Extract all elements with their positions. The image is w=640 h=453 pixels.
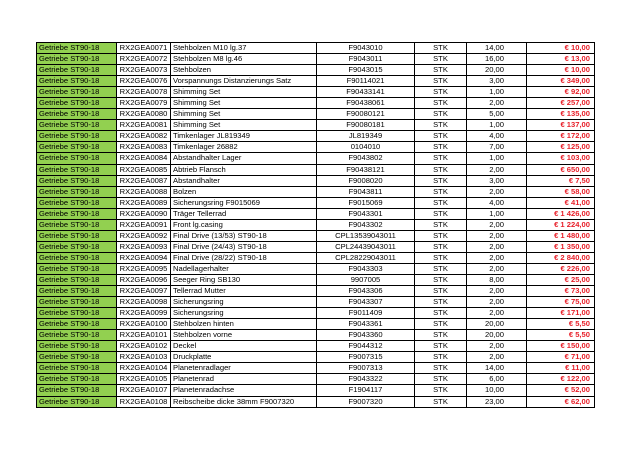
table-row [37,153,595,164]
model-cell: Getriebe ST90-18 [37,65,117,76]
price-cell: € 172,00 [527,131,595,142]
part-number-cell: RX2GEA0099 [117,308,171,319]
reference-cell: F9043015 [317,65,415,76]
description-cell: Abstandhalter Lager [171,153,317,164]
price-cell: € 122,00 [527,374,595,385]
part-number-cell: RX2GEA0091 [117,219,171,230]
price-cell: € 10,00 [527,43,595,54]
price-cell: € 125,00 [527,142,595,153]
reference-cell: F9015069 [317,197,415,208]
price-cell: € 349,00 [527,76,595,87]
description-cell: Timkenlager JL819349 [171,131,317,142]
reference-cell: F9043322 [317,374,415,385]
quantity-cell: 7,00 [467,142,527,153]
quantity-cell: 2,00 [467,252,527,263]
table-row [37,274,595,285]
description-cell: Planetenradachse [171,385,317,396]
quantity-cell: 2,00 [467,219,527,230]
part-number-cell: RX2GEA0102 [117,341,171,352]
unit-cell: STK [415,208,467,219]
reference-cell: JL819349 [317,131,415,142]
table-row [37,385,595,396]
unit-cell: STK [415,131,467,142]
unit-cell: STK [415,396,467,407]
description-cell: Stehbolzen M10 lg.37 [171,43,317,54]
quantity-cell: 3,00 [467,175,527,186]
price-cell: € 62,00 [527,396,595,407]
reference-cell: F9043011 [317,54,415,65]
model-cell: Getriebe ST90-18 [37,175,117,186]
model-cell: Getriebe ST90-18 [37,363,117,374]
part-number-cell: RX2GEA0085 [117,164,171,175]
quantity-cell: 2,00 [467,241,527,252]
part-number-cell: RX2GEA0095 [117,263,171,274]
reference-cell: F90438121 [317,164,415,175]
unit-cell: STK [415,263,467,274]
table-row [37,363,595,374]
price-cell: € 2 840,00 [527,252,595,263]
part-number-cell: RX2GEA0101 [117,330,171,341]
reference-cell: F9043302 [317,219,415,230]
part-number-cell: RX2GEA0087 [117,175,171,186]
unit-cell: STK [415,330,467,341]
unit-cell: STK [415,153,467,164]
reference-cell: F9043802 [317,153,415,164]
part-number-cell: RX2GEA0100 [117,319,171,330]
table-row [37,76,595,87]
unit-cell: STK [415,374,467,385]
table-row [37,43,595,54]
price-cell: € 1 426,00 [527,208,595,219]
quantity-cell: 14,00 [467,43,527,54]
price-cell: € 1 350,00 [527,241,595,252]
price-cell: € 13,00 [527,54,595,65]
description-cell: Final Drive (13/53) ST90-18 [171,230,317,241]
table-row [37,87,595,98]
table-row [37,374,595,385]
quantity-cell: 23,00 [467,396,527,407]
model-cell: Getriebe ST90-18 [37,297,117,308]
model-cell: Getriebe ST90-18 [37,219,117,230]
quantity-cell: 14,00 [467,363,527,374]
price-cell: € 226,00 [527,263,595,274]
table-row [37,65,595,76]
model-cell: Getriebe ST90-18 [37,54,117,65]
table-row [37,186,595,197]
model-cell: Getriebe ST90-18 [37,274,117,285]
unit-cell: STK [415,98,467,109]
reference-cell: F90438061 [317,98,415,109]
table-row [37,396,595,407]
model-cell: Getriebe ST90-18 [37,263,117,274]
description-cell: Shimming Set [171,120,317,131]
part-number-cell: RX2GEA0108 [117,396,171,407]
price-cell: € 11,00 [527,363,595,374]
table-row [37,164,595,175]
reference-cell: CPL13539043011 [317,230,415,241]
unit-cell: STK [415,274,467,285]
part-number-cell: RX2GEA0081 [117,120,171,131]
table-row [37,98,595,109]
price-cell: € 10,00 [527,65,595,76]
part-number-cell: RX2GEA0098 [117,297,171,308]
quantity-cell: 20,00 [467,65,527,76]
unit-cell: STK [415,319,467,330]
part-number-cell: RX2GEA0071 [117,43,171,54]
table-row [37,120,595,131]
unit-cell: STK [415,120,467,131]
model-cell: Getriebe ST90-18 [37,164,117,175]
part-number-cell: RX2GEA0089 [117,197,171,208]
unit-cell: STK [415,286,467,297]
quantity-cell: 16,00 [467,54,527,65]
reference-cell: F9008020 [317,175,415,186]
description-cell: Shimming Set [171,87,317,98]
part-number-cell: RX2GEA0090 [117,208,171,219]
part-number-cell: RX2GEA0107 [117,385,171,396]
part-number-cell: RX2GEA0079 [117,98,171,109]
description-cell: Planetenrad [171,374,317,385]
model-cell: Getriebe ST90-18 [37,330,117,341]
unit-cell: STK [415,65,467,76]
model-cell: Getriebe ST90-18 [37,131,117,142]
quantity-cell: 2,00 [467,263,527,274]
model-cell: Getriebe ST90-18 [37,120,117,131]
description-cell: Front lg.casing [171,219,317,230]
price-cell: € 137,00 [527,120,595,131]
part-number-cell: RX2GEA0076 [117,76,171,87]
part-number-cell: RX2GEA0080 [117,109,171,120]
description-cell: Seeger Ring SB130 [171,274,317,285]
quantity-cell: 2,00 [467,297,527,308]
table-row [37,252,595,263]
reference-cell: F90080121 [317,109,415,120]
quantity-cell: 2,00 [467,352,527,363]
part-number-cell: RX2GEA0097 [117,286,171,297]
price-cell: € 1 224,00 [527,219,595,230]
description-cell: Deckel [171,341,317,352]
description-cell: Stehbolzen vorne [171,330,317,341]
quantity-cell: 20,00 [467,330,527,341]
quantity-cell: 2,00 [467,308,527,319]
model-cell: Getriebe ST90-18 [37,319,117,330]
table-row [37,131,595,142]
table-row [37,54,595,65]
model-cell: Getriebe ST90-18 [37,197,117,208]
table-row [37,308,595,319]
table-row [37,230,595,241]
table-row [37,352,595,363]
reference-cell: F9043306 [317,286,415,297]
description-cell: Final Drive (24/43) ST90-18 [171,241,317,252]
unit-cell: STK [415,186,467,197]
quantity-cell: 3,00 [467,76,527,87]
description-cell: Stehbolzen hinten [171,319,317,330]
quantity-cell: 1,00 [467,87,527,98]
part-number-cell: RX2GEA0103 [117,352,171,363]
table-row [37,297,595,308]
description-cell: Shimming Set [171,98,317,109]
quantity-cell: 1,00 [467,153,527,164]
price-cell: € 71,00 [527,352,595,363]
reference-cell: F1904117 [317,385,415,396]
model-cell: Getriebe ST90-18 [37,341,117,352]
price-cell: € 92,00 [527,87,595,98]
quantity-cell: 4,00 [467,131,527,142]
reference-cell: F90433141 [317,87,415,98]
reference-cell: 9907005 [317,274,415,285]
model-cell: Getriebe ST90-18 [37,385,117,396]
model-cell: Getriebe ST90-18 [37,374,117,385]
unit-cell: STK [415,54,467,65]
description-cell: Sicherungsring F9015069 [171,197,317,208]
quantity-cell: 5,00 [467,109,527,120]
unit-cell: STK [415,87,467,98]
part-number-cell: RX2GEA0092 [117,230,171,241]
part-number-cell: RX2GEA0093 [117,241,171,252]
part-number-cell: RX2GEA0088 [117,186,171,197]
description-cell: Vorspannungs Distanzierungs Satz [171,76,317,87]
model-cell: Getriebe ST90-18 [37,241,117,252]
model-cell: Getriebe ST90-18 [37,208,117,219]
reference-cell: F90080181 [317,120,415,131]
reference-cell: F9007315 [317,352,415,363]
model-cell: Getriebe ST90-18 [37,286,117,297]
description-cell: Tellerrad Mutter [171,286,317,297]
reference-cell: F9043010 [317,43,415,54]
price-cell: € 1 480,00 [527,230,595,241]
quantity-cell: 6,00 [467,374,527,385]
model-cell: Getriebe ST90-18 [37,230,117,241]
table-row [37,263,595,274]
model-cell: Getriebe ST90-18 [37,186,117,197]
price-cell: € 52,00 [527,385,595,396]
price-cell: € 58,00 [527,186,595,197]
unit-cell: STK [415,241,467,252]
unit-cell: STK [415,43,467,54]
model-cell: Getriebe ST90-18 [37,87,117,98]
price-cell: € 135,00 [527,109,595,120]
unit-cell: STK [415,197,467,208]
description-cell: Shimming Set [171,109,317,120]
unit-cell: STK [415,341,467,352]
reference-cell: 0104010 [317,142,415,153]
quantity-cell: 4,00 [467,197,527,208]
price-cell: € 5,50 [527,319,595,330]
quantity-cell: 2,00 [467,186,527,197]
reference-cell: F9043301 [317,208,415,219]
description-cell: Bolzen [171,186,317,197]
price-cell: € 41,00 [527,197,595,208]
unit-cell: STK [415,164,467,175]
model-cell: Getriebe ST90-18 [37,252,117,263]
unit-cell: STK [415,219,467,230]
description-cell: Planetenradlager [171,363,317,374]
unit-cell: STK [415,297,467,308]
model-cell: Getriebe ST90-18 [37,109,117,120]
model-cell: Getriebe ST90-18 [37,43,117,54]
quantity-cell: 1,00 [467,208,527,219]
description-cell: Timkenlager 26882 [171,142,317,153]
price-cell: € 650,00 [527,164,595,175]
reference-cell: F9044312 [317,341,415,352]
model-cell: Getriebe ST90-18 [37,98,117,109]
description-cell: Final Drive (28/22) ST90-18 [171,252,317,263]
unit-cell: STK [415,109,467,120]
unit-cell: STK [415,385,467,396]
unit-cell: STK [415,230,467,241]
table-row [37,330,595,341]
unit-cell: STK [415,308,467,319]
description-cell: Stehbolzen M8 lg.46 [171,54,317,65]
price-cell: € 7,50 [527,175,595,186]
reference-cell: F9043811 [317,186,415,197]
unit-cell: STK [415,363,467,374]
price-cell: € 73,00 [527,286,595,297]
unit-cell: STK [415,252,467,263]
reference-cell: F9011409 [317,308,415,319]
unit-cell: STK [415,76,467,87]
part-number-cell: RX2GEA0073 [117,65,171,76]
quantity-cell: 10,00 [467,385,527,396]
quantity-cell: 2,00 [467,341,527,352]
table-row [37,319,595,330]
model-cell: Getriebe ST90-18 [37,153,117,164]
table-row [37,142,595,153]
description-cell: Abstandhalter [171,175,317,186]
table-row [37,286,595,297]
part-number-cell: RX2GEA0104 [117,363,171,374]
description-cell: Stehbolzen [171,65,317,76]
unit-cell: STK [415,142,467,153]
model-cell: Getriebe ST90-18 [37,308,117,319]
model-cell: Getriebe ST90-18 [37,352,117,363]
price-cell: € 25,00 [527,274,595,285]
table-row [37,241,595,252]
description-cell: Sicherungsring [171,297,317,308]
table-row [37,208,595,219]
quantity-cell: 2,00 [467,98,527,109]
part-number-cell: RX2GEA0094 [117,252,171,263]
table-body [37,43,595,408]
reference-cell: F9043360 [317,330,415,341]
unit-cell: STK [415,175,467,186]
reference-cell: F9007313 [317,363,415,374]
quantity-cell: 2,00 [467,230,527,241]
reference-cell: F9043307 [317,297,415,308]
part-number-cell: RX2GEA0078 [117,87,171,98]
description-cell: Reibscheibe dicke 38mm F9007320 [171,396,317,407]
price-cell: € 5,50 [527,330,595,341]
unit-cell: STK [415,352,467,363]
reference-cell: CPL24439043011 [317,241,415,252]
part-number-cell: RX2GEA0082 [117,131,171,142]
table-row [37,175,595,186]
quantity-cell: 8,00 [467,274,527,285]
description-cell: Abtrieb Flansch [171,164,317,175]
reference-cell: F9043361 [317,319,415,330]
price-cell: € 103,00 [527,153,595,164]
part-number-cell: RX2GEA0084 [117,153,171,164]
price-cell: € 150,00 [527,341,595,352]
quantity-cell: 2,00 [467,286,527,297]
reference-cell: F9007320 [317,396,415,407]
price-cell: € 75,00 [527,297,595,308]
price-cell: € 171,00 [527,308,595,319]
part-number-cell: RX2GEA0096 [117,274,171,285]
model-cell: Getriebe ST90-18 [37,142,117,153]
table-row [37,341,595,352]
price-cell: € 257,00 [527,98,595,109]
quantity-cell: 20,00 [467,319,527,330]
part-number-cell: RX2GEA0072 [117,54,171,65]
part-number-cell: RX2GEA0105 [117,374,171,385]
description-cell: Träger Tellerrad [171,208,317,219]
description-cell: Sicherungsring [171,308,317,319]
reference-cell: F90114021 [317,76,415,87]
model-cell: Getriebe ST90-18 [37,396,117,407]
table-row [37,197,595,208]
description-cell: Nadellagerhalter [171,263,317,274]
quantity-cell: 1,00 [467,120,527,131]
model-cell: Getriebe ST90-18 [37,76,117,87]
table-row [37,219,595,230]
reference-cell: CPL28229043011 [317,252,415,263]
quantity-cell: 2,00 [467,164,527,175]
parts-price-table [36,42,595,408]
table-row [37,109,595,120]
description-cell: Druckplatte [171,352,317,363]
part-number-cell: RX2GEA0083 [117,142,171,153]
reference-cell: F9043303 [317,263,415,274]
